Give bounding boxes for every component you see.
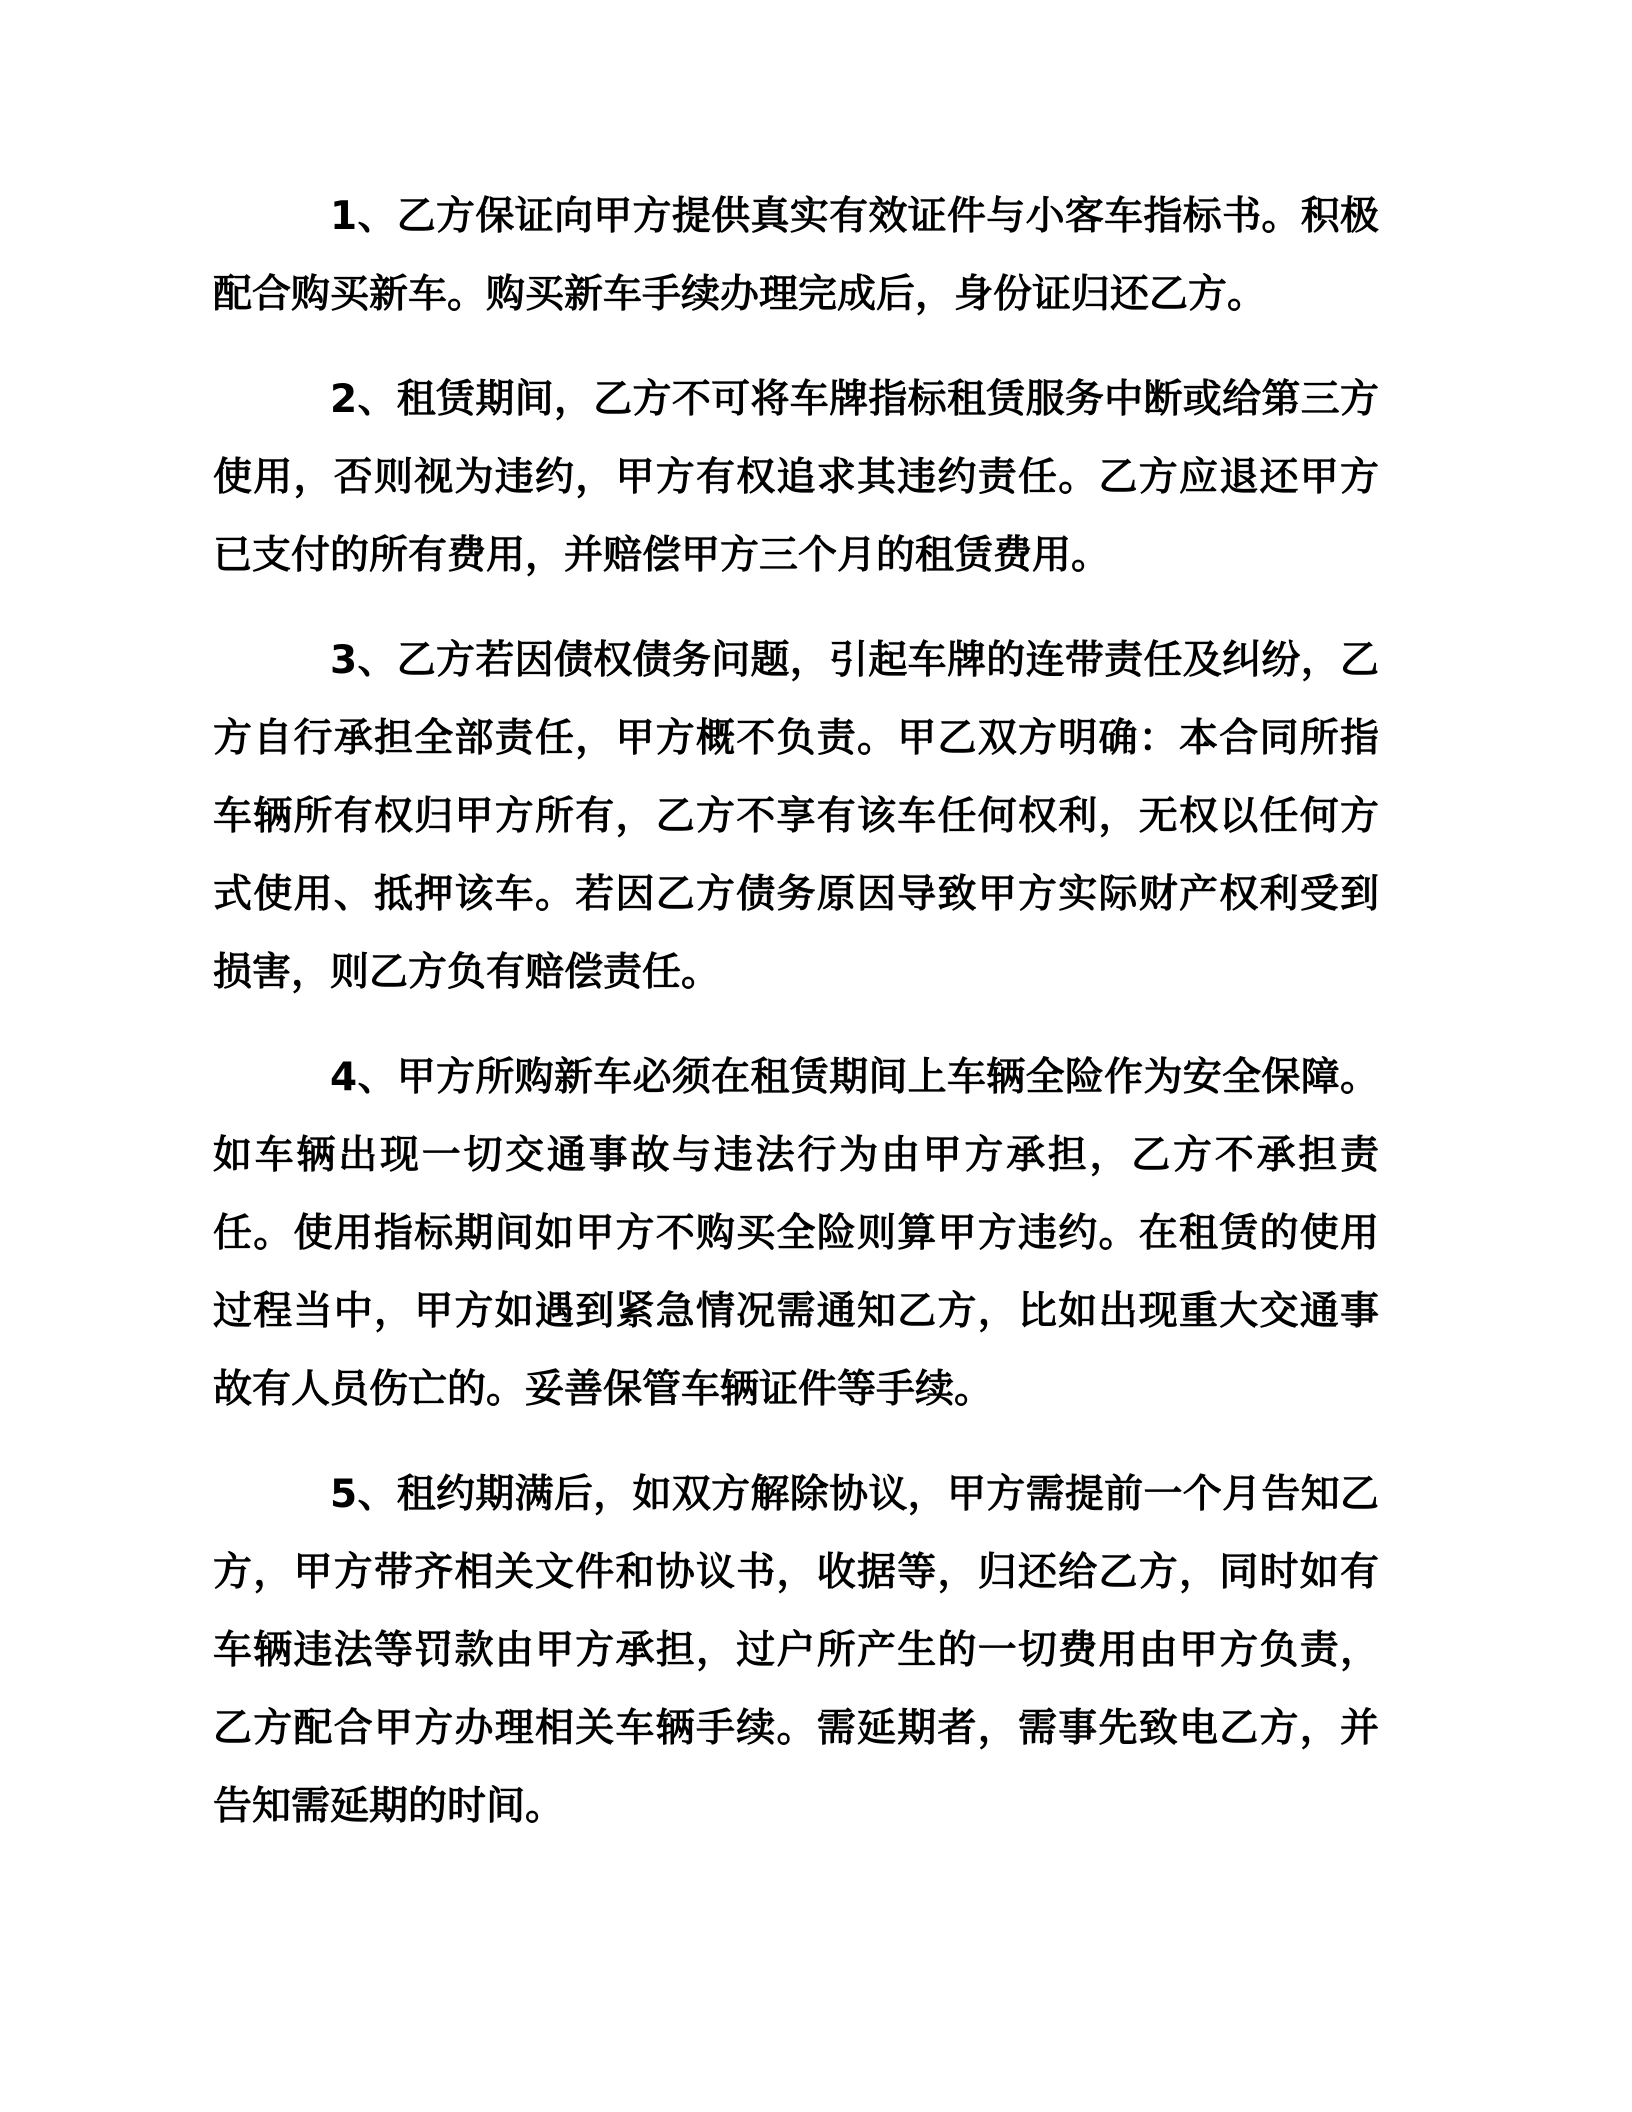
contract-clause-5: 5、租约期满后，如双方解除协议，甲方需提前一个月告知乙方，甲方带齐相关文件和协议书，收据等，归还给乙方，同时如有车辆违法等罚款由甲方承担，过户所产生的一切费用由甲方负责，乙方配合甲方办理相关车辆手续。需延期者，需事先致电乙方，并告知需延期的时间。 (213, 1472, 1379, 1829)
contract-clause-3: 3、乙方若因债权债务问题，引起车牌的连带责任及纠纷，乙方自行承担全部责任，甲方概不负责。甲乙双方明确：本合同所指车辆所有权归甲方所有，乙方不享有该车任何权利，无权以任何方式使用、抵押该车。若因乙方债务原因导致甲方实际财产权利受到损害，则乙方负有赔偿责任。 (213, 638, 1379, 995)
contract-clause-4: 4、甲方所购新车必须在租赁期间上车辆全险作为安全保障。如车辆出现一切交通事故与违法行为由甲方承担，乙方不承担责任。使用指标期间如甲方不购买全险则算甲方违约。在租赁的使用过程当中，甲方如遇到紧急情况需通知乙方，比如出现重大交通事故有人员伤亡的。妥善保管车辆证件等手续。 (213, 1055, 1379, 1412)
contract-clause-1: 1、乙方保证向甲方提供真实有效证件与小客车指标书。积极配合购买新车。购买新车手续办理完成后，身份证归还乙方。 (213, 194, 1379, 317)
contract-text-block (213, 178, 1379, 1873)
contract-clause-2: 2、租赁期间，乙方不可将车牌指标租赁服务中断或给第三方使用，否则视为违约，甲方有权追求其违约责任。乙方应退还甲方已支付的所有费用，并赔偿甲方三个月的租赁费用。 (213, 377, 1379, 578)
